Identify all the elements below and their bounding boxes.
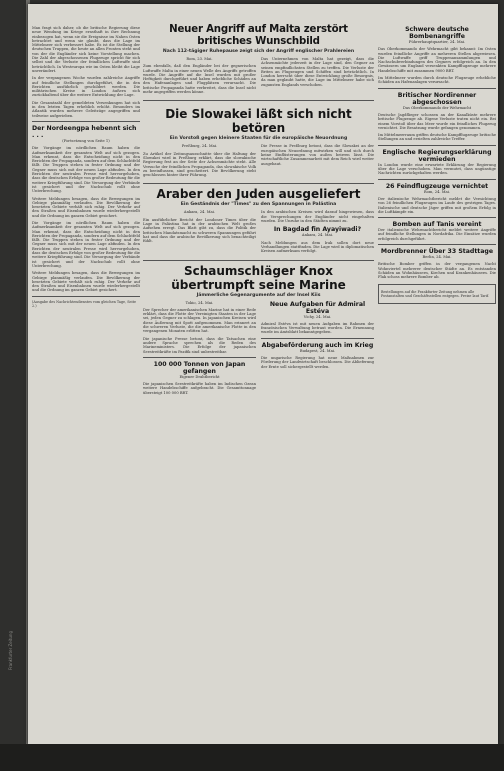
subhead-araber: Ein Geständnis der "Times" zu den Spannungen in Palästina [180,202,337,208]
scan-bottom-strip [0,744,504,771]
left-section-sub: (Fortsetzung von Seite 1) [62,138,110,143]
knox-body-a: Der Sprecher der amerikanischen Marine hat in einer Rede erklärt, dass die Flotte der Vereinigten Staaten in der Lage sei, jeden Gegner zu schlagen. In japanischen Kreisen wird diese Äußerung mit Spott aufgenommen. Man erinnert an die schweren Verluste, die die amerikanische Flotte in den vergangenen Monaten erlitten hat. [143,307,256,334]
dateline-knox: Tokio, 24. Mai. [185,300,214,305]
newspaper-page [28,4,498,744]
left-section-body2: Weitere Meldungen besagen, dass die Bewegungen im Gebirge planmäßig verlaufen. Die Bevölkerung der besetzten Gebiete verhält sich ruhig. Der Verkehr auf den Straßen und Eisenbahnen wurde wiederhergestellt und die Ordnung im ganzen Gebiet gesichert. [32,196,140,218]
divider [378,244,496,245]
right-headline-regierung: Englische Regierungserklärung vermieden [382,148,492,163]
knox-body-b: Die japanische Presse betont, dass die Tatsachen eine andere Sprache sprechen als die Reden des Marineministers. Die Erfolge der japanischen Seestreitkräfte im Pazifik sind unbestreitbar. [143,336,256,354]
dateline-slowakei: Preßburg, 24. Mai. [181,144,218,149]
right-feindflugzeuge-body: Der italienische Wehrmachtbericht meldet die Vernichtung von 26 feindlichen Flugzeugen im Laufe des gestrigen Tages. Italienische und deutsche Jäger griffen mit großem Erfolg in die Luftkämpfe ein. [378,196,496,214]
left-column [32,4,140,312]
esteva-body: Admiral Estéva ist mit neuen Aufgaben im Rahmen der französischen Verwaltung betraut worden. Die Ernennung wurde im Amtsblatt bekanntgegeben. [261,321,374,335]
right-bomben-body: Das Oberkommando der Wehrmacht gibt bekannt: Im Osten wurden feindliche Angriffe an mehreren Stellen abgewiesen. Die Luftwaffe griff Truppenansammlungen und Nachschubverbindungen des Gegners erfolgreich an. In den Gewässern um England versenkten Kampfflugzeuge mehrere Handelsschiffe mit zusammen 9000 BRT. [378,47,496,73]
left-section-headline: Der Nordeengpa hebennt sich . . . [32,124,137,139]
left-intro: Man fragt sich daher, ob die britische Regierung diese neue Wendung im Kriege ernsthaft in ihre Rechnung einbezogen hat, wenn sie die Ereignisse im Nahen Osten betrachtet und wenn sie glaubt, dass die Lage im Mittelmeer sich verbessert habe. Es ist die Stellung der deutschen Truppen, die heute an allen Fronten steht und von der die Engländer sich keine Vorstellung machen. Die Zahl der abgeschossenen Flugzeuge spricht für sich selbst und die Verluste der feindlichen Luftwaffe sind beträchtlich. In Westeuropa wie im Osten bleibt die Lage unverändert. [32,26,140,73]
divider [261,338,374,339]
divider [143,357,256,358]
right-mordbrenner-body: Britische Bomber griffen in der vergangenen Nacht Wohnviertel mehrerer deutscher Städte an. Es entstanden Schäden an Wohnhäusern, Kirchen und Krankenhäusern. Die Flak schoss mehrere Bomber ab. [378,262,496,280]
araber-article [143,210,374,256]
right-headline-tanis: Bomben auf Tanis vereint [392,221,482,229]
divider [32,296,140,297]
right-headline-bomben: Schwere deutsche Bombenangriffe [405,26,469,40]
malta-article [143,57,374,97]
right-nordirenner-body: Deutsche Jagdflieger schossen an der Kanalküste mehrere britische Flugzeuge ab. Eigene Verluste traten nicht ein. Bei einem Vorstoß über das Meer wurde ein feindliches Flugzeug vernichtet. Die Besatzung wurde gefangen genommen. [378,112,496,130]
divider [378,88,496,89]
headline-slowakei: Die Slowakei läßt sich nicht betören [165,107,352,136]
knox-article [143,301,374,398]
dateline-malta: Rom, 23. Mai. [186,57,213,61]
left-para2: In der vergangenen Woche wurden zahlreiche Angriffe auf feindliche Stellungen durchgeführt, die in den Berichten ausführlich geschildert werden. Die militärischen Kreise in London äußern sich zurückhaltend über die weitere Entwicklung der Lage. [32,76,140,98]
left-para3: Die Gesamtzahl der gemeldeten Versenkungen hat sich in den letzten Tagen erheblich erhöht. Besonders im Atlantik wurden mehrere Geleitzüge angegriffen und teilweise aufgerieben. [32,100,140,118]
subscription-text: Bestellungen auf die Frankfurter Zeitung nehmen alle Postanstalten und Geschäftsstellen entgegen. Preise laut Tarif. [381,289,490,298]
headline-malta: Neuer Angriff auf Malta zerstört britisches Wunschbild [169,24,348,47]
inset-body: Nach Meldungen aus dem Irak sollen dort neue Verhandlungen stattfinden. Die Lage wird in diplomatischen Kreisen aufmerksam verfolgt. [261,240,374,254]
dateline-araber: Ankara, 24. Mai. [183,210,216,215]
divider [378,179,496,180]
slowakei-body-b: Die Presse in Preßburg betont, dass die Slowakei an der europäischen Neuordnung mitwirken will und sich durch keine Einflüsterungen von außen beirren lässt. Die wirtschaftliche Zusammenarbeit mit dem Reich wird weiter ausgebaut. [261,144,374,166]
right-nordirenner-body-b: Im Mittelmeerraum griffen deutsche Kampfflugzeuge britische Stellungen an und erzielten zahlreiche Treffer. [378,133,496,142]
divider [378,145,496,146]
abgabe-dateline: Budapest, 24. Mai. [299,348,336,353]
japan-sub: Eigener Drahtbericht [179,374,220,379]
right-headline-feindflugzeuge: 26 Feindflugzeuge vernichtet [385,182,489,190]
subscription-box [378,284,496,305]
esteva-headline: Neue Aufgaben für Admiral Estéva [269,300,366,315]
divider [143,100,374,101]
right-headline-bomben-sub: Führerhauptquartier, 24. Mai. [408,40,466,44]
slowakei-body-a: Zu Artikel der Zeitungsausschnitte über die Haltung der Slowakei wird in Preßburg erklärt, dass die slowakische Regierung fest an der Seite der Achsenmächte steht. Alle Versuche der feindlichen Propaganda, das slowakische Volk zu beeinflussen, sind gescheitert. Die Bevölkerung steht geschlossen hinter ihrer Führung. [143,151,256,178]
left-section-body: Die Vorgänge im nördlichen Raum haben die Aufmerksamkeit der gesamten Welt auf sich gezogen. Man erkennt, dass die Entscheidung nicht in den Berichten der Propaganda, sondern auf dem Schlachtfeld fällt. Die Truppen stehen in fester Ordnung und der Gegner muss sich mit der neuen Lage abfinden. In den Berichten der neutralen Presse wird hervorgehoben, dass die deutschen Erfolge von großer Bedeutung für die weitere Kriegführung sind. Die Versorgung der Verbände ist gesichert und der Nachschub rollt ohne Unterbrechung. [32,146,140,194]
araber-body-b: In den arabischen Kreisen wird darauf hingewiesen, dass die Versprechungen der Engländer nicht eingehalten wurden. Die Unruhe in den Städten nimmt zu. [261,210,374,224]
abgabe-headline: Abgabeförderung auch im Krieg [261,341,374,349]
abgabe-body: Die ungarische Regierung hat neue Maßnahmen zur Förderung der Landwirtschaft beschlossen. Die Ablieferung der Ernte soll sichergestellt werden. [261,356,374,369]
malta-body-b: Das Unternehmen von Malta hat gezeigt, dass die Achsenmächte jederzeit in der Lage sind, den Gegner an seinen empfindlichsten Stellen zu treffen. Die Verluste der Briten an Flugzeugen und Schiffen sind beträchtlich. In London herrscht über diese Entwicklung große Besorgnis, da man geglaubt hatte, die Lage im Mittelmeer habe sich zugunsten Englands verschoben. [261,57,374,87]
japan-headline: 100 000 Tonnen von Japan gefangen [153,360,246,375]
inset-headline: In Bagdad fin Ayayiwadi? [273,226,362,234]
left-section-body2-repeat: Weitere Meldungen besagen, dass die Bewegungen im Gebirge planmäßig verlaufen. Die Bevölkerung der besetzten Gebiete verhält sich ruhig. Der Verkehr auf den Straßen und Eisenbahnen wurde wiederhergestellt und die Ordnung im ganzen Gebiet gesichert. [32,271,140,293]
slowakei-article [143,144,374,180]
inset-dateline: Ankara, 24. Mai. [301,233,334,238]
divider [143,260,374,261]
subhead-knox: Jämmerliche Gegenargumente auf der Insel Kiis [196,292,321,298]
esteva-dateline: Vichy, 24. Mai. [303,314,332,319]
headline-knox: Schaumschläger Knox übertrumpft seine Marine [171,263,346,292]
subhead-malta: Nach 112-tägiger Ruhepause zeigt sich der Angriff englischer Prahlereien [162,49,355,54]
divider [32,121,140,122]
left-footnote: (Ausgabe des Nachrichtendienstes vom gleichen Tage, Seite 2.) [32,300,137,309]
divider [143,183,374,184]
right-mordbrenner-date: Berlin, 24. Mai. [422,255,452,260]
right-nordirenner-sub: Das Oberkommando der Wehrmacht [402,105,472,110]
right-column [378,4,496,308]
divider [378,217,496,218]
right-feindflugzeuge-date: Rom, 24. Mai. [423,189,451,194]
japan-body: Die japanischen Seestreitkräfte haben im Indischen Ozean weitere Handelsschiffe aufgebracht. Die Gesamttonnage übersteigt 100 000 BRT. [143,382,256,395]
right-tanis-body: Der italienische Wehrmachtbericht meldet weitere Angriffe auf feindliche Stellungen in Nordafrika. Die Einsätze wurden erfolgreich durchgeführt. [378,228,496,241]
left-section-body-repeat: Die Vorgänge im nördlichen Raum haben die Aufmerksamkeit der gesamten Welt auf sich gezogen. Man erkennt, dass die Entscheidung nicht in den Berichten der Propaganda, sondern auf dem Schlachtfeld fällt. Die Truppen stehen in fester Ordnung und der Gegner muss sich mit der neuen Lage abfinden. In den Berichten der neutralen Presse wird hervorgehoben, dass die deutschen Erfolge von großer Bedeutung für die weitere Kriegführung sind. Die Versorgung der Verbände ist gesichert und der Nachschub rollt ohne Unterbrechung. [32,220,140,268]
headline-araber: Araber den Juden ausgeliefert [156,187,361,202]
right-bomben-body-b: Im Mittelmeer wurden durch deutsche Flugzeuge erhebliche Schäden an Hafenanlagen verursacht. [378,76,496,85]
malta-body-a: Zum ebenfalls, daß den Engländer bei der gegnerischen Luftwaffe Malta in einer neuen Welle des Angriffs getroffen wurde. Die Angriffe auf die Insel wurden mit großer Heftigkeit durchgeführt und haben erhebliche Schäden an den Hafenanlagen und Flugplätzen verursacht. Die britische Propaganda hatte verbreitet, dass die Insel nicht mehr angegriffen werden könne. [143,64,256,95]
right-headline-mordbrenner: Mordbrenner Über 33 Stadttage [380,248,494,256]
right-headline-nordirenner: Britischer Nordirenner abgeschossen [397,91,477,106]
araber-body-a: Ein ausführlicher Bericht der Londoner Times über die Lage in Palästina hat in der arabischen Welt großes Aufsehen erregt. Das Blatt gibt zu, dass die Politik der britischen Mandatsmacht zu schweren Spannungen geführt hat und dass die arabische Bevölkerung sich benachteiligt fühlt. [143,217,256,244]
binding-margin-label: Frankfurter Zeitung [8,631,13,670]
subhead-slowakei: Ein Vorstoß gegen kleinere Staaten für die europäische Neuordnung [169,136,348,142]
right-regierung-body: In London wurde eine erwartete Erklärung der Regierung über die Lage verschoben. Man vermutet, dass ungünstige Nachrichten zurückgehalten werden. [378,162,496,176]
main-column [143,4,374,398]
